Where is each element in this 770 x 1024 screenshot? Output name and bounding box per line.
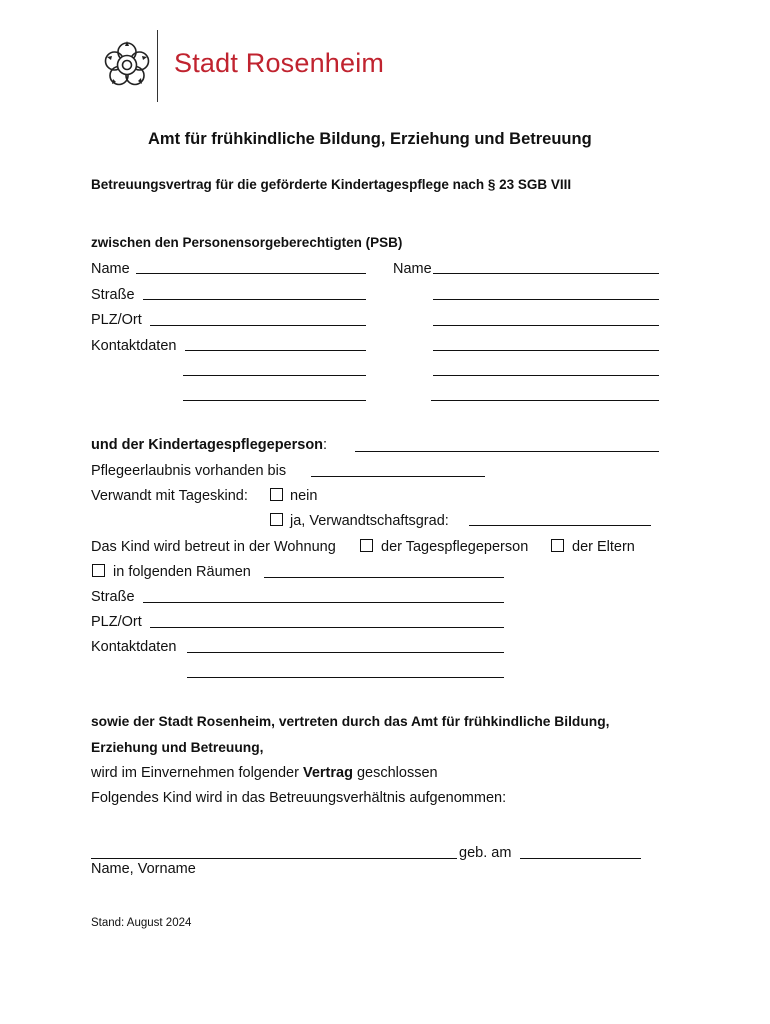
psb-name-label-1: Name xyxy=(91,261,130,277)
ktp-plz-label: PLZ/Ort xyxy=(91,614,142,630)
ktp-kontakt-field-1[interactable] xyxy=(187,652,504,653)
psb-kontakt-field-2a[interactable] xyxy=(433,350,659,351)
psb-heading: zwischen den Personensorgeberechtigten (PSB) xyxy=(91,235,403,250)
ktp-kontakt-label: Kontaktdaten xyxy=(91,639,177,655)
ktp-strasse-field[interactable] xyxy=(143,602,504,603)
stand-date: Stand: August 2024 xyxy=(91,917,192,929)
nein-checkbox[interactable] xyxy=(270,488,283,501)
stadt-line-1: sowie der Stadt Rosenheim, vertreten durch das Amt für frühkindliche Bildung, xyxy=(91,714,610,729)
ja-checkbox[interactable] xyxy=(270,513,283,526)
tagespflegeperson-label: der Tagespflegeperson xyxy=(381,539,529,555)
psb-plz-field-2[interactable] xyxy=(433,325,659,326)
ktp-plz-field[interactable] xyxy=(150,627,504,628)
ktp-name-field[interactable] xyxy=(355,451,659,452)
pflegeerlaubnis-date-field[interactable] xyxy=(311,476,485,477)
child-name-caption: Name, Vorname xyxy=(91,861,196,877)
psb-strasse-field-1[interactable] xyxy=(143,299,366,300)
rose-emblem-icon xyxy=(100,38,154,92)
geb-date-field[interactable] xyxy=(520,858,641,859)
ktp-strasse-label: Straße xyxy=(91,589,135,605)
vertrag-bold: Vertrag xyxy=(302,765,353,781)
contract-subtitle: Betreuungsvertrag für die geförderte Kindertagespflege nach § 23 SGB VIII xyxy=(91,177,572,192)
psb-kontakt-field-2c[interactable] xyxy=(431,400,659,401)
psb-strasse-label: Straße xyxy=(91,287,135,303)
vertrag-pre: wird im Einvernehmen folgender xyxy=(91,765,303,781)
nein-label: nein xyxy=(290,488,318,504)
psb-plz-label: PLZ/Ort xyxy=(91,312,142,328)
betreut-label: Das Kind wird betreut in der Wohnung xyxy=(91,539,336,555)
psb-kontakt-field-1c[interactable] xyxy=(183,400,366,401)
ktp-heading-row xyxy=(91,436,327,454)
ja-label: ja, Verwandtschaftsgrad: xyxy=(290,513,449,529)
raeume-field[interactable] xyxy=(264,577,504,578)
psb-name-field-1[interactable] xyxy=(136,273,366,274)
pflegeerlaubnis-label: Pflegeerlaubnis vorhanden bis xyxy=(91,463,287,479)
page-title: Amt für frühkindliche Bildung, Erziehung und Betreuung xyxy=(148,130,592,148)
ktp-heading: und der Kindertagespflegeperson xyxy=(91,437,324,453)
tagespflegeperson-checkbox[interactable] xyxy=(360,539,373,552)
verwandt-label: Verwandt mit Tageskind: xyxy=(91,488,248,504)
ktp-kontakt-field-2[interactable] xyxy=(187,677,504,678)
verwandtschaftsgrad-field[interactable] xyxy=(469,525,651,526)
child-name-field[interactable] xyxy=(91,858,457,859)
psb-name-field-2[interactable] xyxy=(433,273,659,274)
psb-kontakt-label: Kontaktdaten xyxy=(91,338,177,354)
logo-text: Stadt Rosenheim xyxy=(174,48,385,78)
psb-kontakt-field-1a[interactable] xyxy=(185,350,366,351)
kind-aufgenommen-text: Folgendes Kind wird in das Betreuungsverhältnis aufgenommen: xyxy=(91,790,507,806)
eltern-label: der Eltern xyxy=(572,539,635,555)
psb-name-label-2: Name xyxy=(393,261,432,277)
raeume-checkbox[interactable] xyxy=(92,564,105,577)
psb-kontakt-field-1b[interactable] xyxy=(183,375,366,376)
ktp-heading-colon: : xyxy=(323,437,328,453)
psb-strasse-field-2[interactable] xyxy=(433,299,659,300)
vertrag-line xyxy=(91,764,438,782)
logo-divider xyxy=(157,30,158,102)
psb-kontakt-field-2b[interactable] xyxy=(433,375,659,376)
raeume-label: in folgenden Räumen xyxy=(113,564,251,580)
psb-plz-field-1[interactable] xyxy=(150,325,366,326)
geb-label: geb. am xyxy=(459,845,512,861)
eltern-checkbox[interactable] xyxy=(551,539,564,552)
vertrag-post: geschlossen xyxy=(352,765,438,781)
stadt-line-2: Erziehung und Betreuung, xyxy=(91,740,264,755)
